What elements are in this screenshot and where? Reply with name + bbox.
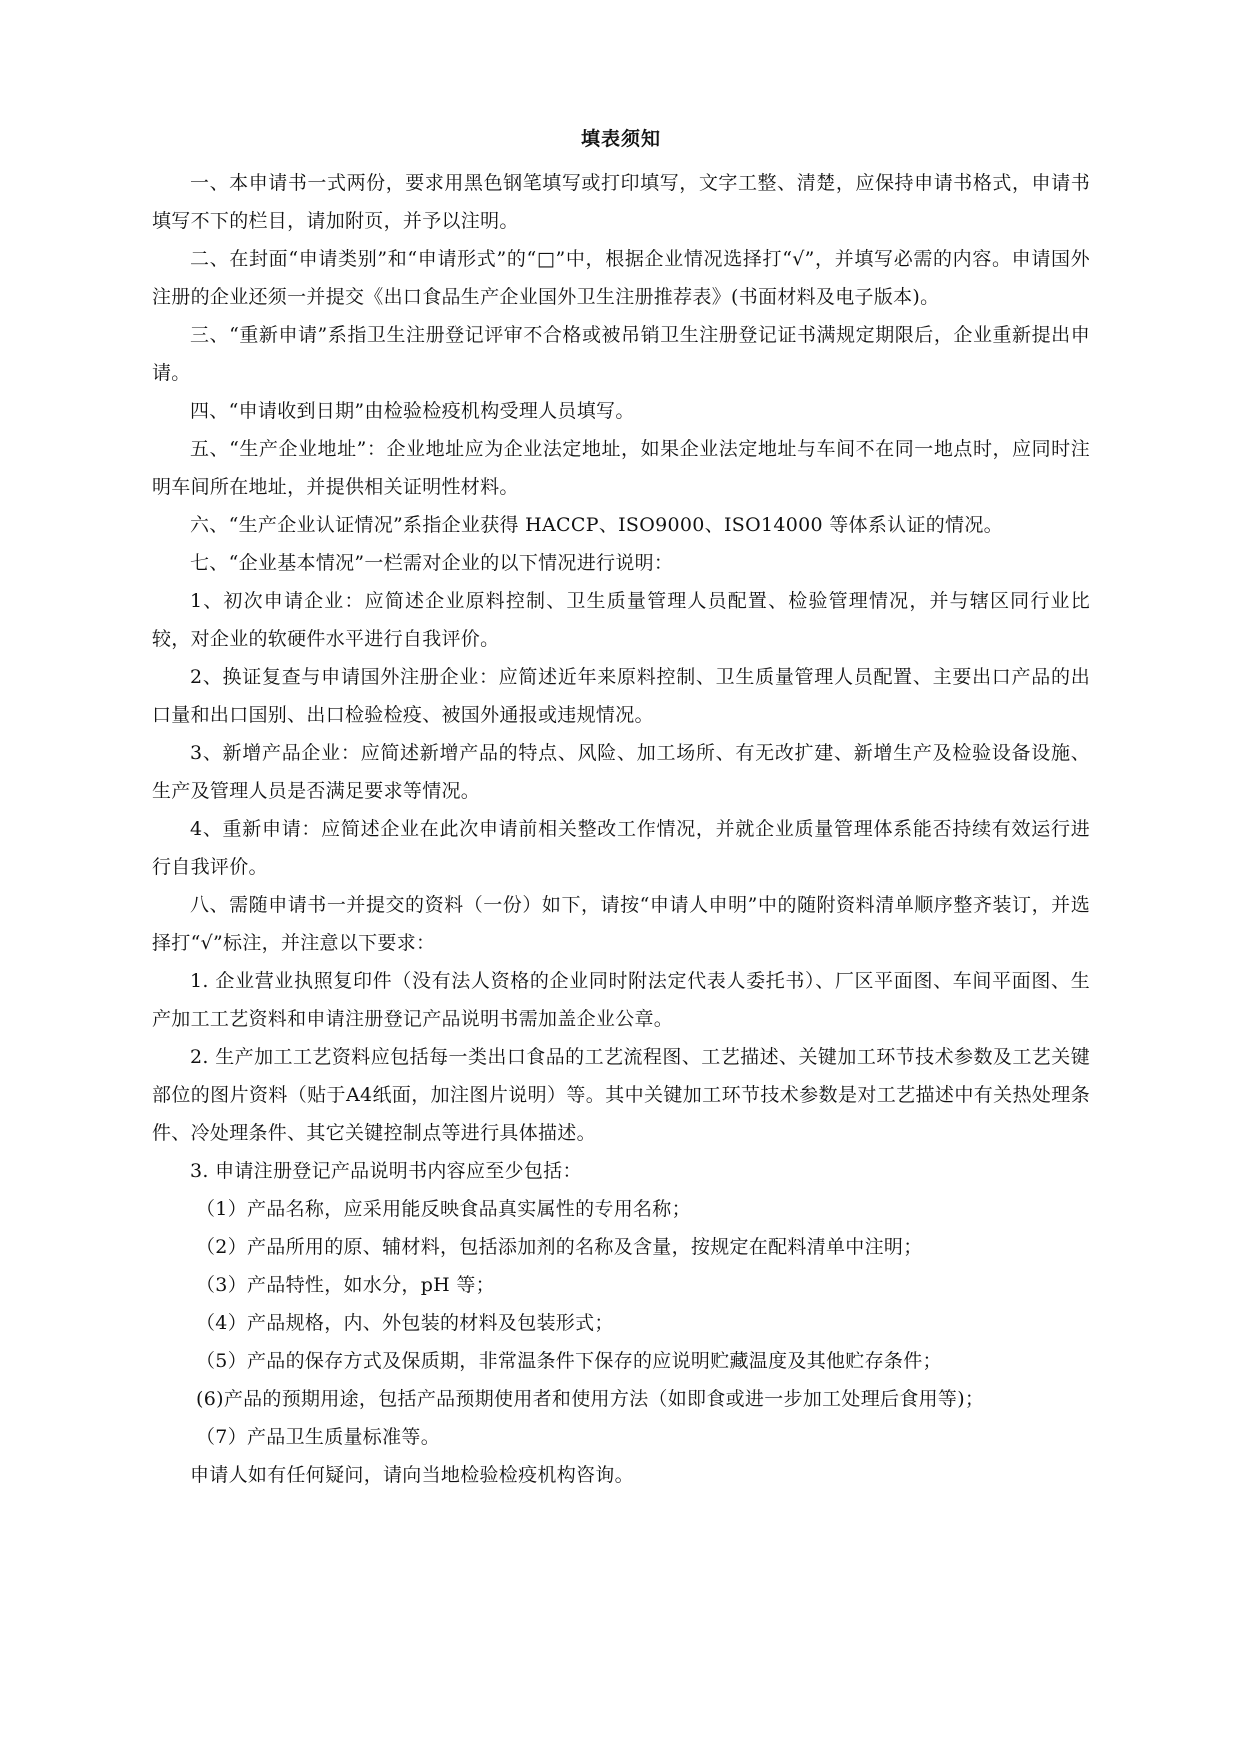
paragraph-7: 七、“企业基本情况”一栏需对企业的以下情况进行说明： [190,552,674,574]
paragraph-3: 三、“重新申请”系指卫生注册登记评审不合格或被吊销卫生注册登记证书满规定期限后，企业重新提出申请。 [152,324,1090,384]
product-requirement-5: （5）产品的保存方式及保质期，非常温条件下保存的应说明贮藏温度及其他贮存条件； [196,1350,942,1372]
paragraph-7-item-1: 1、初次申请企业：应简述企业原料控制、卫生质量管理人员配置、检验管理情况，并与辖区同行业比较，对企业的软硬件水平进行自我评价。 [152,590,1090,650]
paragraph-6: 六、“生产企业认证情况”系指企业获得 HACCP、ISO9000、ISO14000 等体系认证的情况。 [190,514,1003,536]
paragraph-4: 四、“申请收到日期”由检验检疫机构受理人员填写。 [190,400,635,422]
paragraph-7-item-2: 2、换证复查与申请国外注册企业：应简述近年来原料控制、卫生质量管理人员配置、主要出口产品的出口量和出口国别、出口检验检疫、被国外通报或违规情况。 [152,666,1090,726]
product-requirement-1: （1）产品名称，应采用能反映食品真实属性的专用名称； [196,1198,691,1220]
product-requirement-3: （3）产品特性，如水分，pH 等； [196,1274,495,1296]
product-requirement-6: (6)产品的预期用途，包括产品预期使用者和使用方法（如即食或进一步加工处理后食用等)； [196,1388,985,1410]
product-requirement-7: （7）产品卫生质量标准等。 [196,1426,440,1448]
page-title: 填表须知 [580,128,661,150]
paragraph-8-item-2: 2. 生产加工工艺资料应包括每一类出口食品的工艺流程图、工艺描述、关键加工环节技术参数及工艺关键部位的图片资料（贴于A4纸面，加注图片说明）等。其中关键加工环节技术参数是对工艺描述中有关热处理条件、冷处理条件、其它关键控制点等进行具体描述。 [152,1046,1090,1144]
product-requirement-2: （2）产品所用的原、辅材料，包括添加剂的名称及含量，按规定在配料清单中注明； [196,1236,923,1258]
paragraph-7-item-3: 3、新增产品企业：应简述新增产品的特点、风险、加工场所、有无改扩建、新增生产及检验设备设施、生产及管理人员是否满足要求等情况。 [152,742,1090,802]
paragraph-2: 二、在封面“申请类别”和“申请形式”的“□”中，根据企业情况选择打“√”，并填写必需的内容。申请国外注册的企业还须一并提交《出口食品生产企业国外卫生注册推荐表》(书面材料及电子版本)。 [152,248,1090,308]
closing-note: 申请人如有任何疑问，请向当地检验检疫机构咨询。 [190,1464,634,1486]
paragraph-8: 八、需随申请书一并提交的资料（一份）如下，请按“申请人申明”中的随附资料清单顺序整齐装订，并选择打“√”标注，并注意以下要求： [152,894,1090,954]
document-content [152,128,1090,1494]
product-requirement-4: （4）产品规格，内、外包装的材料及包装形式； [196,1312,614,1334]
paragraph-8-item-3: 3. 申请注册登记产品说明书内容应至少包括： [190,1160,582,1182]
paragraph-8-item-1: 1. 企业营业执照复印件（没有法人资格的企业同时附法定代表人委托书）、厂区平面图、车间平面图、生产加工工艺资料和申请注册登记产品说明书需加盖企业公章。 [152,970,1090,1030]
paragraph-7-item-4: 4、重新申请：应简述企业在此次申请前相关整改工作情况，并就企业质量管理体系能否持续有效运行进行自我评价。 [152,818,1090,878]
paragraph-1: 一、本申请书一式两份，要求用黑色钢笔填写或打印填写，文字工整、清楚，应保持申请书格式，申请书填写不下的栏目，请加附页，并予以注明。 [152,172,1090,232]
paragraph-5: 五、“生产企业地址”：企业地址应为企业法定地址，如果企业法定地址与车间不在同一地点时，应同时注明车间所在地址，并提供相关证明性材料。 [152,438,1090,498]
